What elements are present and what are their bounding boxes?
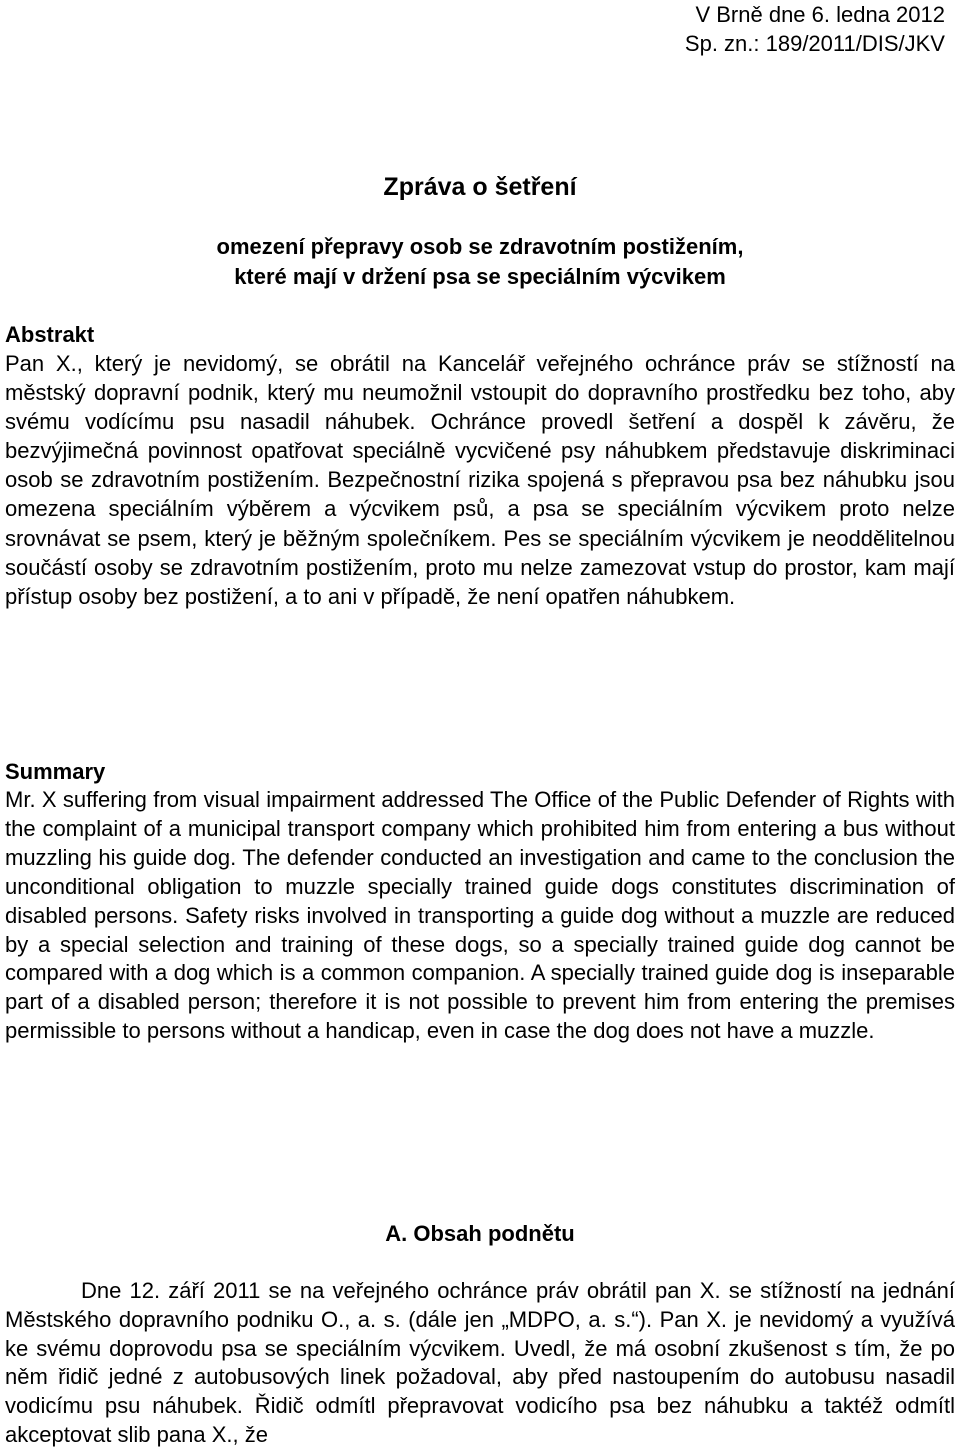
subtitle-line-1: omezení přepravy osob se zdravotním postižením, [216,234,744,259]
section-a-text: Dne 12. září 2011 se na veřejného ochránce práv obrátil pan X. se stížností na jednání Městského dopravního podniku O., a. s. (dále jen „MDPO, a. s.“). Pan X. je nevidomý a využívá ke svému doprovodu psa se speciálním výcvikem. Uvedl, že má osobní zkušenost s tím, že po něm řidič jedné z autobusových linek požadoval, aby před nastoupením do autobusu nasadil vodicímu psu náhubek. Řidič odmítl přepravovat vodicího psa bez náhubku a taktéž odmítl akceptovat slib pana X., že [5,1278,955,1447]
file-number: Sp. zn.: 189/2011/DIS/JKV [684,31,945,56]
report-subtitle [0,232,960,292]
summary-text: Mr. X suffering from visual impairment addressed The Office of the Public Defender of Rights with the complaint of a municipal transport company which prohibited him from entering a bus without muzzling his guide dog. The defender conducted an investigation and came to the conclusion the unconditional obligation to muzzle specially trained guide dogs constitutes discrimination of disabled persons. Safety risks involved in transporting a guide dog without a muzzle are reduced by a special selection and training of these dogs, so a specially trained guide dog cannot be compared with a dog which is a common companion. A specially trained guide dog is inseparable part of a disabled person; therefore it is not possible to prevent him from entering the premises permissible to persons without a handicap, even in case the dog does not have a muzzle. [5,787,955,1044]
abstract-heading: Abstrakt [5,322,95,347]
document-header [685,0,945,58]
summary-heading: Summary [5,759,106,784]
subtitle-line-2: které mají v držení psa se speciálním výcvikem [234,264,726,289]
abstract-text: Pan X., který je nevidomý, se obrátil na Kancelář veřejného ochránce práv se stížností na městský dopravní podnik, který mu neumožnil vstoupit do dopravního prostředku bez toho, aby svému vodícímu psu nasadil náhubek. Ochránce provedl šetření a dospěl k závěru, že bezvýjimečná povinnost opatřovat speciálně vycvičené psy náhubkem představuje diskriminaci osob se zdravotním postižením. Bezpečnostní rizika spojená s přepravou psa bez náhubku jsou omezena speciálním výběrem a výcvikem psů, a psa se speciálním výcvikem proto nelze srovnávat se psem, který je běžným společníkem. Pes se speciálním výcvikem je neoddělitelnou součástí osoby se zdravotním postižením, proto mu nelze zamezovat vstup do prostor, kam mají přístup osoby bez postižení, a to ani v případě, že není opatřen náhubkem. [5,351,955,609]
report-title: Zpráva o šetření [383,173,577,201]
section-a-heading: A. Obsah podnětu [385,1221,575,1246]
place-date: V Brně dne 6. ledna 2012 [695,2,945,27]
